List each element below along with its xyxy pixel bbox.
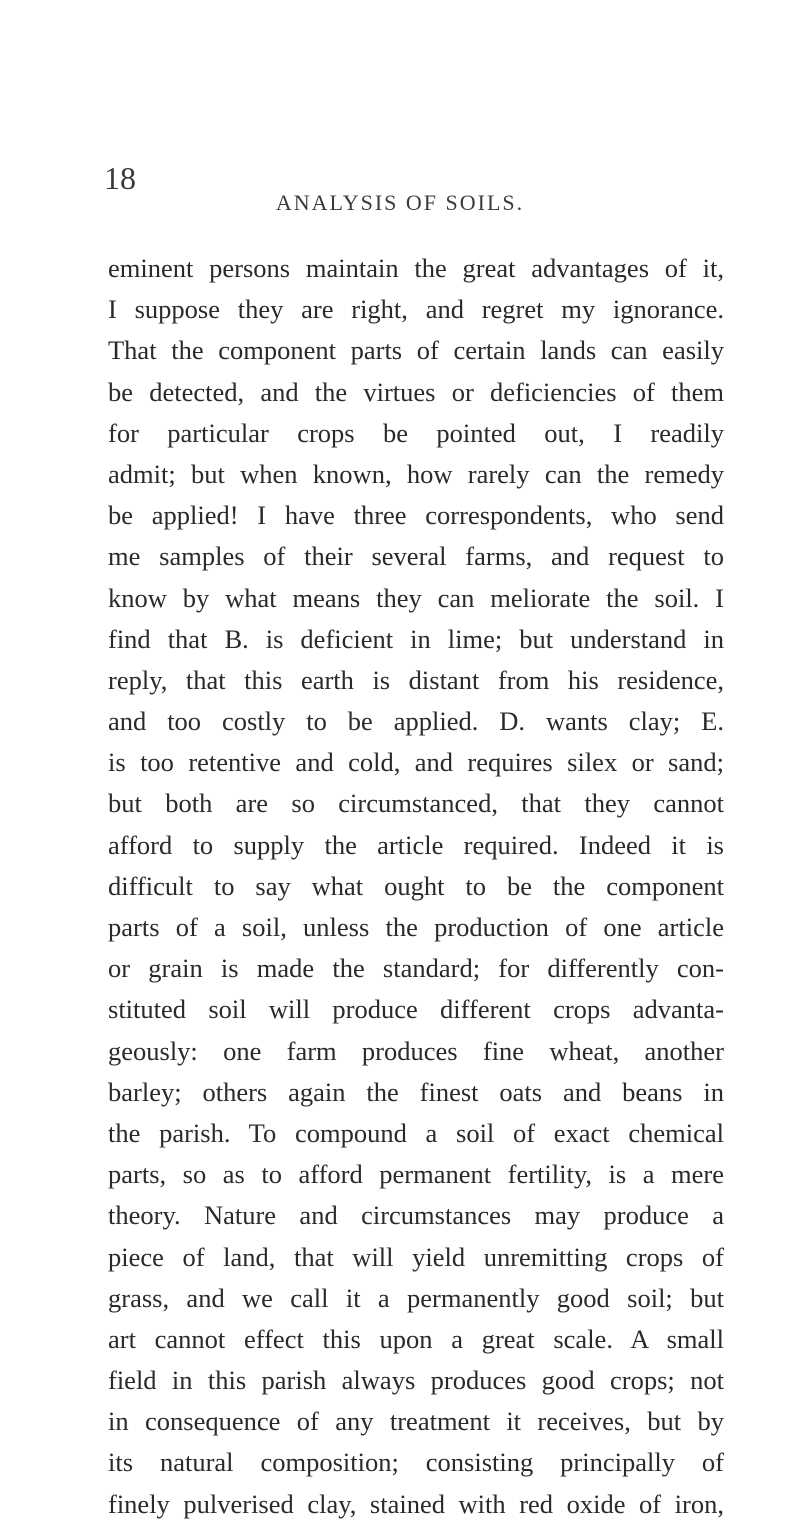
text-line: art cannot effect this upon a great scale. A small — [108, 1323, 724, 1354]
text-line: admit; but when known, how rarely can the remedy — [108, 458, 724, 489]
text-line: reply, that this earth is distant from his residence, — [108, 664, 724, 695]
text-line: geously: one farm produces fine wheat, another — [108, 1035, 724, 1066]
text-line: piece of land, that will yield unremitting crops of — [108, 1241, 724, 1272]
text-line: be detected, and the virtues or deficiencies of them — [108, 376, 724, 407]
page-number: 18 — [104, 160, 136, 196]
text-line: barley; others again the finest oats and beans in — [108, 1076, 724, 1107]
text-line: afford to supply the article required. Indeed it is — [108, 829, 724, 860]
text-line: That the component parts of certain lands can easily — [108, 335, 724, 366]
text-line: in consequence of any treatment it receives, but by — [108, 1406, 724, 1437]
running-head: ANALYSIS OF SOILS. — [275, 190, 525, 215]
text-line: and too costly to be applied. D. wants clay; E. — [108, 706, 724, 737]
text-line: I suppose they are right, and regret my ignorance. — [108, 294, 724, 325]
text-line: the parish. To compound a soil of exact chemical — [108, 1117, 724, 1148]
text-line: or grain is made the standard; for differently con- — [108, 953, 724, 984]
body-text — [108, 248, 724, 1525]
text-line: for particular crops be pointed out, I readily — [108, 417, 724, 448]
text-line: its natural composition; consisting principally of — [108, 1447, 724, 1478]
text-line: stituted soil will produce different crops advanta- — [108, 994, 724, 1025]
text-line: find that B. is deficient in lime; but understand in — [108, 623, 724, 654]
text-line: eminent persons maintain the great advantages of it, — [108, 253, 724, 283]
text-line: grass, and we call it a permanently good soil; but — [108, 1282, 724, 1313]
text-line: be applied! I have three correspondents, who send — [108, 500, 724, 531]
text-line: parts of a soil, unless the production of one article — [108, 912, 724, 942]
text-line: me samples of their several farms, and request to — [108, 541, 724, 572]
text-line: theory. Nature and circumstances may produce a — [108, 1200, 724, 1231]
text-line: parts, so as to afford permanent fertility, is a mere — [108, 1159, 724, 1190]
text-line: difficult to say what ought to be the component — [108, 870, 724, 901]
text-line: know by what means they can meliorate the soil. I — [108, 582, 724, 613]
text-line: is too retentive and cold, and requires silex or sand; — [108, 747, 724, 778]
text-line: but both are so circumstanced, that they cannot — [108, 788, 724, 819]
text-line: field in this parish always produces good crops; not — [108, 1365, 724, 1396]
text-line: finely pulverised clay, stained with red oxide of iron, — [108, 1488, 724, 1519]
